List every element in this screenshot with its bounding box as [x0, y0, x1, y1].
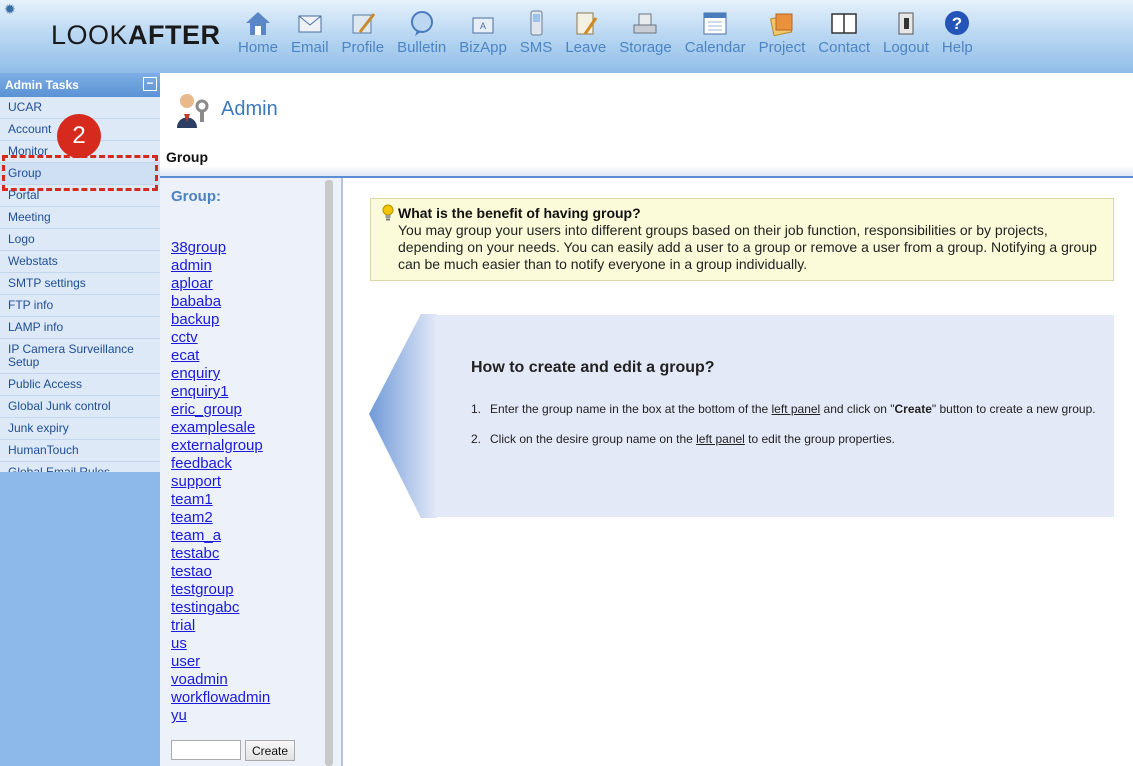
- sidebar-item-portal[interactable]: Portal: [0, 185, 160, 207]
- group-link[interactable]: support: [171, 473, 222, 490]
- app-logo: LOOKAFTER: [51, 20, 221, 50]
- project-icon: [767, 8, 797, 38]
- nav-sms[interactable]: [520, 8, 553, 66]
- sidebar-item-webstats[interactable]: Webstats: [0, 251, 160, 273]
- annotation-highlight: [2, 155, 158, 191]
- group-link[interactable]: feedback: [171, 455, 232, 472]
- gear-icon[interactable]: ✹: [4, 1, 16, 17]
- sidebar-item-ucar[interactable]: UCAR: [0, 97, 160, 119]
- nav-email[interactable]: [291, 8, 329, 66]
- bulletin-icon: [407, 8, 437, 38]
- nav-bulletin[interactable]: [397, 8, 446, 66]
- group-link[interactable]: enquiry: [171, 365, 221, 382]
- logout-icon: [891, 8, 921, 38]
- top-header: [0, 0, 1133, 73]
- sidebar-item-ip-camera-surveillance-setup[interactable]: IP Camera Surveillance Setup: [0, 339, 160, 374]
- admin-icon: [173, 92, 211, 128]
- sidebar-item-account[interactable]: Account: [0, 119, 160, 141]
- info-title: What is the benefit of having group?: [398, 205, 641, 221]
- nav-profile[interactable]: [342, 8, 385, 66]
- group-link[interactable]: testabc: [171, 545, 220, 562]
- email-icon: [295, 8, 325, 38]
- nav-label: Project: [758, 39, 806, 56]
- group-link[interactable]: yu: [171, 707, 187, 724]
- group-link[interactable]: cctv: [171, 329, 198, 346]
- svg-text:?: ?: [952, 14, 963, 33]
- contact-icon: [829, 8, 859, 38]
- nav-label: Profile: [341, 39, 385, 56]
- group-link[interactable]: enquiry1: [171, 383, 229, 400]
- group-list-heading: Group:: [171, 188, 221, 205]
- page-title: Admin: [221, 98, 278, 120]
- section-divider: [160, 166, 1133, 178]
- group-link[interactable]: voadmin: [171, 671, 228, 688]
- annotation-badge: 2: [57, 114, 101, 158]
- group-link[interactable]: externalgroup: [171, 437, 263, 454]
- sidebar-item-monitor[interactable]: Monitor: [0, 141, 160, 163]
- main-nav: [238, 8, 986, 66]
- left-panel-link[interactable]: left panel: [696, 432, 745, 446]
- nav-label: SMS: [519, 39, 553, 56]
- lightbulb-icon: [381, 204, 395, 222]
- nav-project[interactable]: [759, 8, 806, 66]
- nav-logout[interactable]: [883, 8, 929, 66]
- info-text: You may group your users into different groups based on their job function, responsibilities or by projects, depending on your needs. You can easily add a user to a group or remove a user from a group. Notifying a group can be much easier than to notify everyone in a group individually.: [398, 222, 1097, 272]
- sidebar-item-public-access[interactable]: Public Access: [0, 374, 160, 396]
- nav-help[interactable]: [942, 8, 973, 66]
- sidebar-item-meeting[interactable]: Meeting: [0, 207, 160, 229]
- sidebar-background: [0, 472, 160, 766]
- bizapp-icon: [468, 8, 498, 38]
- sidebar-item-smtp-settings[interactable]: SMTP settings: [0, 273, 160, 295]
- nav-label: Bulletin: [397, 39, 447, 56]
- howto-steps: [471, 402, 1101, 462]
- collapse-button[interactable]: −: [143, 77, 157, 91]
- nav-home[interactable]: [238, 8, 278, 66]
- nav-leave[interactable]: [565, 8, 606, 66]
- group-panel-scrollbar[interactable]: [325, 180, 333, 766]
- group-link[interactable]: eric_group: [171, 401, 242, 418]
- group-link[interactable]: ecat: [171, 347, 200, 364]
- nav-label: Logout: [883, 39, 929, 56]
- group-link[interactable]: 38group: [171, 239, 227, 256]
- group-link[interactable]: user: [171, 653, 201, 670]
- nav-label: Storage: [619, 39, 672, 56]
- group-link[interactable]: team1: [171, 491, 213, 508]
- sidebar-item-humantouch[interactable]: HumanTouch: [0, 440, 160, 462]
- nav-label: BizApp: [459, 39, 507, 56]
- nav-calendar[interactable]: [685, 8, 746, 66]
- nav-label: Contact: [818, 39, 870, 56]
- howto-step: [471, 432, 1101, 447]
- info-box: [370, 198, 1114, 281]
- sidebar-item-group[interactable]: Group: [0, 163, 160, 185]
- left-panel-link[interactable]: left panel: [771, 402, 821, 416]
- howto-title: How to create and edit a group?: [471, 359, 715, 376]
- profile-icon: [348, 8, 378, 38]
- step-number: 1.: [471, 402, 482, 416]
- group-link[interactable]: team2: [171, 509, 213, 526]
- step-text: Click on the desire group name on the left panel to edit the group properties.: [490, 432, 895, 446]
- sidebar-item-lamp-info[interactable]: LAMP info: [0, 317, 160, 339]
- help-icon: [942, 8, 972, 38]
- nav-bizapp[interactable]: [459, 8, 507, 66]
- nav-label: Email: [291, 39, 329, 56]
- step-text: Enter the group name in the box at the bottom of the left panel and click on "Create" button to create a new group.: [490, 402, 1096, 416]
- home-icon: [243, 8, 273, 38]
- create-group-button[interactable]: Create: [245, 740, 295, 761]
- sms-icon: [521, 8, 551, 38]
- nav-label: Home: [238, 39, 279, 56]
- group-link[interactable]: admin: [171, 257, 212, 274]
- group-link[interactable]: trial: [171, 617, 196, 634]
- nav-label: Help: [941, 39, 973, 56]
- group-link[interactable]: testgroup: [171, 581, 234, 598]
- calendar-icon: [700, 8, 730, 38]
- sidebar-item-global-junk-control[interactable]: Global Junk control: [0, 396, 160, 418]
- leave-icon: [571, 8, 601, 38]
- nav-storage[interactable]: [619, 8, 672, 66]
- group-list: [171, 239, 270, 725]
- sidebar-item-junk-expiry[interactable]: Junk expiry: [0, 418, 160, 440]
- group-link[interactable]: us: [171, 635, 187, 652]
- group-link[interactable]: workflowadmin: [171, 689, 271, 706]
- howto-step: [471, 402, 1101, 417]
- section-title: Group: [166, 149, 208, 165]
- group-link[interactable]: team_a: [171, 527, 222, 544]
- group-link[interactable]: examplesale: [171, 419, 256, 436]
- admin-tasks-title: Admin Tasks: [5, 78, 79, 92]
- arrow-left-icon: [369, 314, 437, 518]
- panel-divider: [341, 178, 343, 766]
- nav-contact[interactable]: [818, 8, 870, 66]
- nav-label: Calendar: [684, 39, 746, 56]
- sidebar-item-ftp-info[interactable]: FTP info: [0, 295, 160, 317]
- group-link[interactable]: testao: [171, 563, 212, 580]
- storage-icon: [630, 8, 660, 38]
- svg-text:A: A: [480, 21, 487, 31]
- group-name-input[interactable]: [171, 740, 241, 760]
- group-link[interactable]: backup: [171, 311, 220, 328]
- nav-label: Leave: [565, 39, 607, 56]
- group-link[interactable]: aploar: [171, 275, 213, 292]
- group-link[interactable]: testingabc: [171, 599, 240, 616]
- sidebar-item-logo[interactable]: Logo: [0, 229, 160, 251]
- admin-tasks-header: [0, 73, 160, 97]
- step-number: 2.: [471, 432, 482, 446]
- group-link[interactable]: bababa: [171, 293, 222, 310]
